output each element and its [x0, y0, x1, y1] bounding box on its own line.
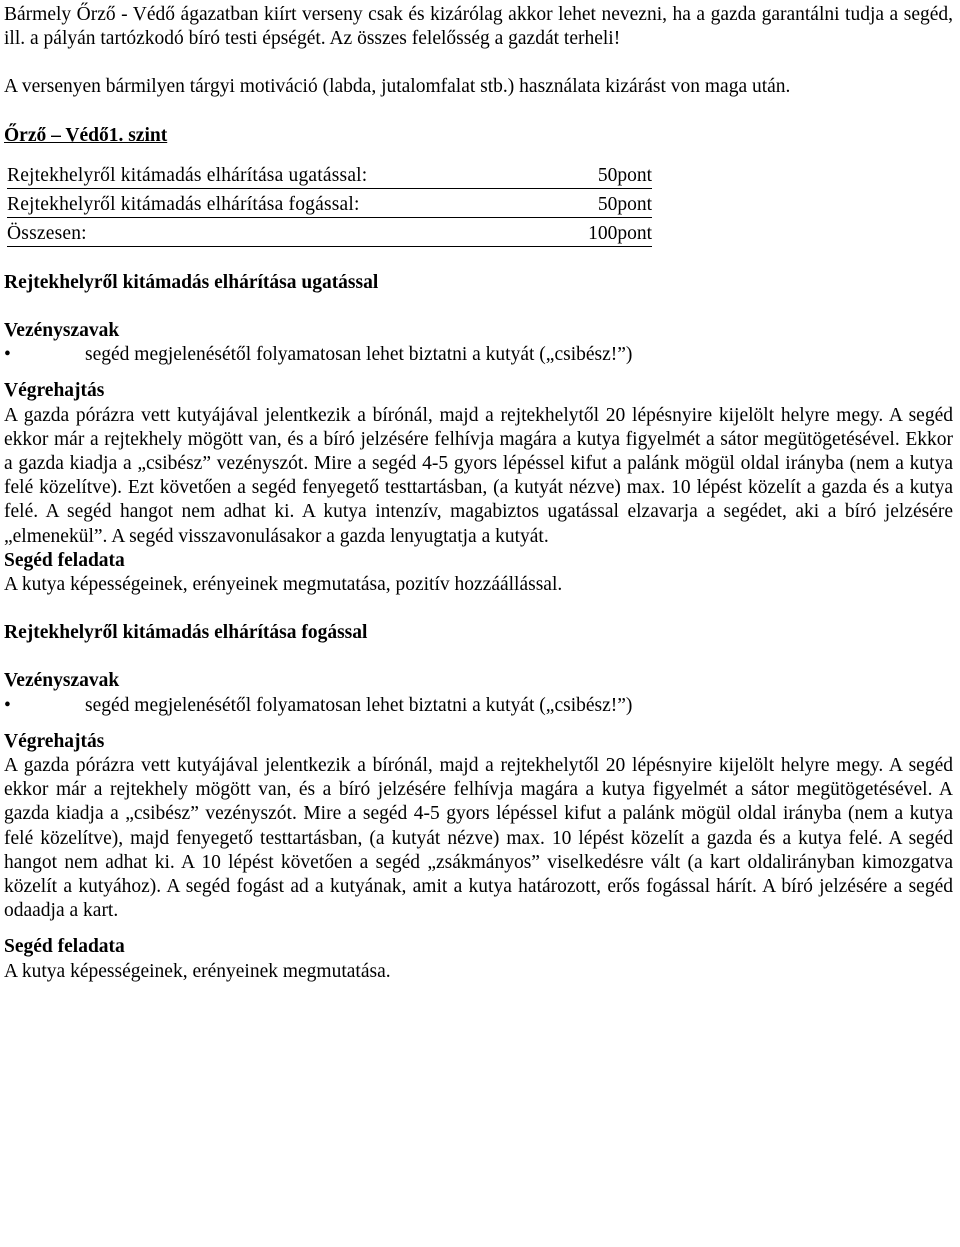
score-points: 50pont — [555, 188, 652, 217]
intro-paragraph-motivation: A versenyen bármilyen tárgyi motiváció (labda, jutalomfalat stb.) használata kizárást von maga után. — [4, 76, 791, 98]
level-title: Őrző – Védő1. szint — [4, 124, 168, 146]
section-title: Rejtekhelyről kitámadás elhárítása ugatással — [4, 271, 379, 293]
command-bullet-item — [4, 343, 953, 367]
bullet-icon: • — [4, 344, 11, 366]
score-points: 50pont — [555, 160, 652, 189]
score-row-biting — [7, 188, 652, 217]
commands-heading: Vezényszavak — [4, 670, 120, 692]
score-points: 100pont — [555, 217, 652, 246]
score-row-total — [7, 217, 652, 246]
execution-heading: Végrehajtás — [4, 380, 105, 402]
bullet-icon: • — [4, 694, 11, 716]
intro-paragraph-responsibility: Bármely Őrző - Védő ágazatban kiírt verseny csak és kizárólag akkor lehet nevezni, ha a gazda garantálni tudja a segéd, ill. a pályán tartózkodó bíró testi épségét. Az összes felelősség a gazdát terheli! — [4, 4, 953, 50]
helper-heading: Segéd feladata — [4, 549, 125, 571]
score-label: Összesen: — [7, 217, 555, 246]
execution-text: A gazda pórázra vett kutyájával jelentkezik a bírónál, majd a rejtekhelytől 20 lépésnyire kijelölt helyre megy. A segéd ekkor már a rejtekhely mögött van, és a bíró jelzésére felhívja magára a kutya figyelmét a sátor megütögetésével. Ekkor a gazda kiadja a „csibész” vezényszót. Mire a segéd 4-5 gyors lépéssel kifut a palánk mögül oldal irányba (nem a kutya felé közelítve). Ezt követően a segéd fenyegető testtartásban, (a kutyát nézve) max. 10 lépést közelít a gazda és a kutya felé. A segéd hangot nem adhat ki. A kutya intenzív, magabiztos ugatással elzavarja a segédet, aki a bíró jelzésére „elmenekül”. A segéd visszavonulásakor a gazda lenyugtatja a kutyát. — [4, 404, 953, 547]
score-label: Rejtekhelyről kitámadás elhárítása ugatással: — [7, 160, 555, 189]
execution-heading: Végrehajtás — [4, 730, 105, 752]
score-table — [7, 160, 652, 247]
execution-text: A gazda pórázra vett kutyájával jelentkezik a bírónál, majd a rejtekhelytől 20 lépésnyire kijelölt helyre megy. A segéd ekkor már a rejtekhely mögött van, és a bíró jelzésére felhívja magára a kutya figyelmét a sátor megütögetésével. A gazda kiadja a „csibész” vezényszót. Mire a segéd 4-5 gyors lépéssel kifut a palánk mögül oldal irányba (nem a kutya felé közelítve), majd fenyegető testtartásban, (a kutyát nézve) max. 10 lépést közelít a gazda és a kutya felé. A segéd hangot nem adhat ki. A 10 lépést követően a segéd „zsákmányos” viselkedésre vált (a kart oldalirányban kimozgatva közelít a kutyához). A segéd fogást ad a kutyának, amit a kutya határozott, erős fogással hárít. A bíró jelzésére a segéd odaadja a kart. — [4, 755, 953, 922]
commands-heading: Vezényszavak — [4, 320, 120, 342]
section-barking — [4, 271, 953, 597]
helper-text: A kutya képességeinek, erényeinek megmutatása. — [4, 960, 391, 982]
section-title: Rejtekhelyről kitámadás elhárítása fogással — [4, 622, 368, 644]
section-biting — [4, 621, 953, 984]
command-text: segéd megjelenésétől folyamatosan lehet biztatni a kutyát („csibész!”) — [85, 344, 633, 366]
helper-text: A kutya képességeinek, erényeinek megmutatása, pozitív hozzáállással. — [4, 574, 563, 596]
command-text: segéd megjelenésétől folyamatosan lehet biztatni a kutyát („csibész!”) — [85, 694, 633, 716]
score-row-barking — [7, 160, 652, 189]
score-label: Rejtekhelyről kitámadás elhárítása fogással: — [7, 188, 555, 217]
document-page — [4, 3, 953, 984]
command-bullet-item — [4, 694, 953, 718]
helper-heading: Segéd feladata — [4, 936, 125, 958]
